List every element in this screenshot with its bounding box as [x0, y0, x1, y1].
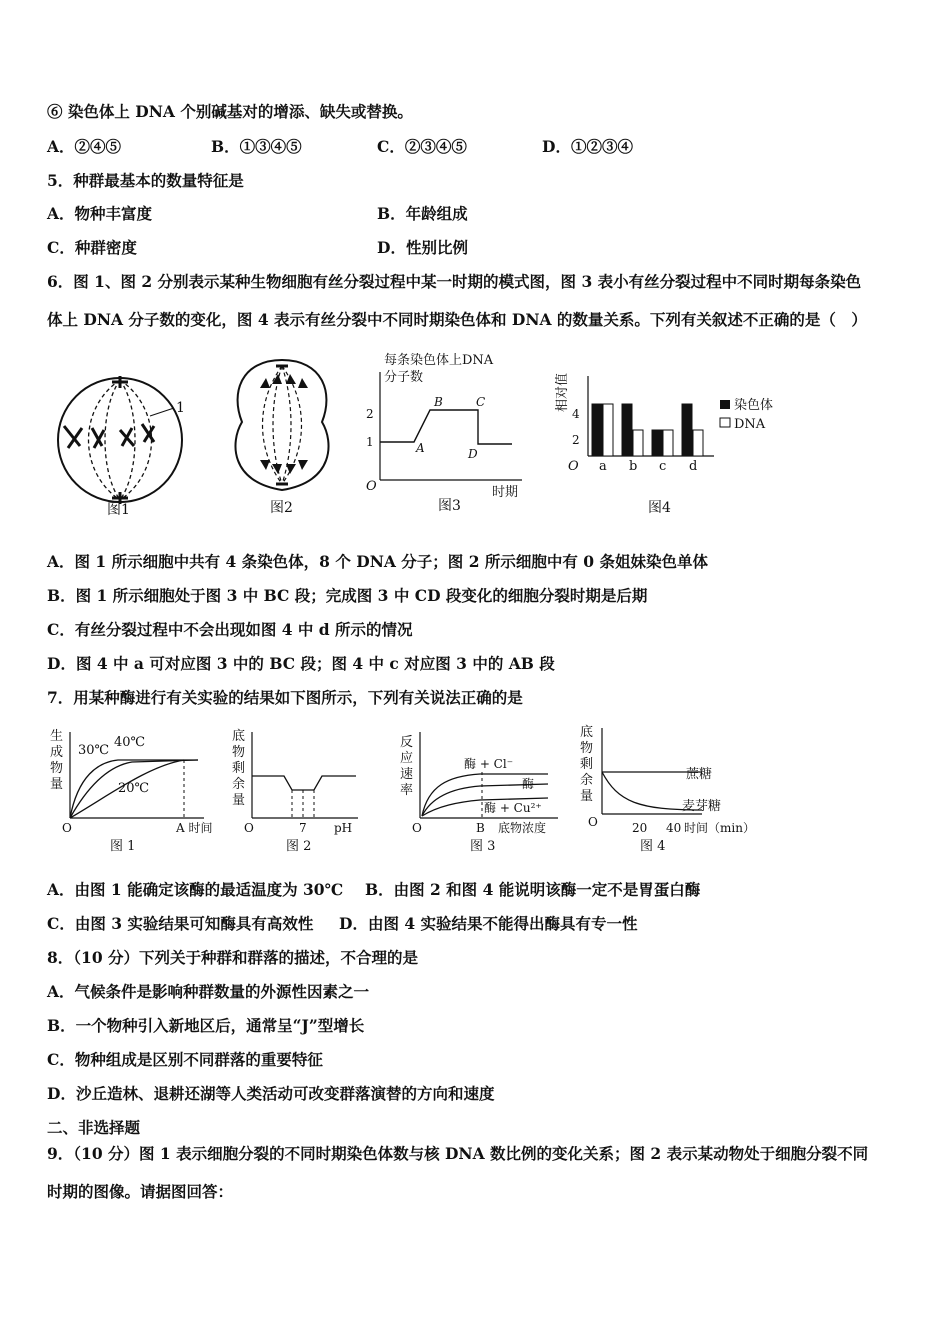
- q7-options-row1: [47, 880, 907, 900]
- fig3-tick-1: 1: [366, 435, 374, 449]
- fig3-point-d: D: [468, 447, 478, 461]
- q7f4-label-sucrose: 蔗糖: [686, 767, 713, 782]
- q7f4-tick-20: 20: [632, 821, 648, 835]
- q9-stem-line2: 时期的图像。请据图回答：: [47, 1182, 234, 1201]
- q7f2-origin: O: [244, 821, 254, 835]
- q7f3-caption: 图 3: [470, 839, 496, 854]
- fig3-ylabel-line1: 每条染色体上DNA: [384, 353, 494, 368]
- q4-option-d[interactable]: D．①②③④: [542, 137, 633, 156]
- fig3-tick-2: 2: [366, 407, 374, 421]
- fig4-bars: [592, 404, 703, 474]
- q7-figure-4: [578, 722, 778, 858]
- svg-text:应: 应: [400, 751, 414, 766]
- q7-options-row2: [47, 914, 907, 934]
- q7f3-label-cl: 酶 + Cl⁻: [464, 757, 514, 771]
- category-label-a: a: [599, 459, 607, 474]
- q7f4-ylabel: [580, 724, 593, 804]
- fig4-tick-2: 2: [572, 433, 580, 447]
- q7-figure-3: [398, 726, 568, 858]
- q6-stem-line1: 6．图 1、图 2 分别表示某种生物细胞有丝分裂过程中某一时期的模式图，图 3 表小有丝分裂过程中不同时期每条染色: [47, 272, 862, 291]
- q7f3-tick-b: B: [476, 821, 485, 835]
- svg-text:率: 率: [400, 783, 414, 798]
- q7-option-d[interactable]: D．由图 4 实验结果不能得出酶具有专一性: [339, 914, 638, 933]
- bar-c-dna: [663, 430, 673, 456]
- fig4-origin: O: [568, 459, 579, 474]
- q4-option-c[interactable]: C．②③④⑤: [377, 137, 467, 156]
- q7f1-origin: O: [62, 821, 72, 835]
- q7f2-curve: [252, 776, 356, 790]
- bar-a-chromosome: [592, 404, 602, 456]
- q4-item6: ⑥ 染色体上 DNA 个别碱基对的增添、缺失或替换。: [47, 102, 413, 121]
- cell-membrane: [235, 360, 328, 490]
- svg-text:底: 底: [232, 729, 246, 744]
- q7f4-xlabel: 时间（min）: [684, 821, 755, 835]
- q7f3-label-enzyme: 酶: [522, 777, 535, 791]
- fig4-ylabel: 相对值: [555, 372, 570, 412]
- q7f4-tick-40: 40: [666, 821, 682, 835]
- q7-option-b[interactable]: B．由图 2 和图 4 能说明该酶一定不是胃蛋白酶: [365, 880, 701, 899]
- q8-option-b[interactable]: B．一个物种引入新地区后，通常呈“J”型增长: [47, 1016, 365, 1035]
- q6-figure-1: [50, 368, 200, 518]
- q8-option-c[interactable]: C．物种组成是区别不同群落的重要特征: [47, 1050, 323, 1069]
- q5-options-row2: [47, 238, 907, 258]
- svg-text:生: 生: [50, 729, 64, 744]
- q8-stem: 8．（10 分）下列关于种群和群落的描述，不合理的是: [47, 948, 419, 967]
- category-label-d: d: [689, 459, 698, 474]
- bar-b-dna: [633, 430, 643, 456]
- svg-text:底: 底: [580, 725, 594, 740]
- q5-option-b[interactable]: B．年龄组成: [377, 204, 468, 223]
- q7-figure-1: [48, 726, 228, 858]
- q6-option-b[interactable]: B．图 1 所示细胞处于图 3 中 BC 段；完成图 3 中 CD 段变化的细胞分裂时期是后期: [47, 586, 648, 605]
- legend-dna-swatch: [720, 418, 730, 427]
- q6-option-c[interactable]: C．有丝分裂过程中不会出现如图 4 中 d 所示的情况: [47, 620, 413, 639]
- chromosomes-bottom: [260, 460, 308, 474]
- q6-option-a[interactable]: A．图 1 所示细胞中共有 4 条染色体，8 个 DNA 分子；图 2 所示细胞中有 0 条姐妹染色单体: [47, 552, 708, 571]
- q7-option-a[interactable]: A．由图 1 能确定该酶的最适温度为 30℃: [47, 880, 344, 899]
- fig3-curve: [380, 410, 512, 444]
- q6-figure-3: [362, 348, 542, 518]
- bar-d-chromosome: [682, 404, 692, 456]
- q7f2-xlabel: pH: [334, 821, 353, 835]
- fig1-caption: 图1: [107, 502, 130, 518]
- q7f1-label-30: 30℃: [78, 743, 110, 758]
- q7-stem: 7．用某种酶进行有关实验的结果如下图所示，下列有关说法正确的是: [47, 688, 523, 707]
- fig3-ylabel-line2: 分子数: [384, 370, 424, 385]
- q7f2-tick-7: 7: [299, 821, 307, 835]
- bar-b-chromosome: [622, 404, 632, 456]
- q7f2-caption: 图 2: [286, 839, 312, 854]
- q7f3-xlabel: 底物浓度: [498, 821, 547, 835]
- q8-option-a[interactable]: A．气候条件是影响种群数量的外源性因素之一: [47, 982, 370, 1001]
- q7f4-origin: O: [588, 815, 598, 829]
- chromosomes: [64, 424, 154, 448]
- svg-text:剩: 剩: [580, 757, 594, 772]
- q7f3-ylabel: [400, 735, 413, 798]
- q4-option-a[interactable]: A．②④⑤: [47, 137, 122, 156]
- category-label-b: b: [629, 459, 638, 474]
- q5-option-d[interactable]: D．性别比例: [377, 238, 468, 257]
- q6-stem-line2: 体上 DNA 分子数的变化，图 4 表示有丝分裂中不同时期染色体和 DNA 的数量关系。下列有关叙述不正确的是（ ）: [47, 310, 867, 329]
- fig3-origin: O: [366, 479, 377, 494]
- q8-option-d[interactable]: D．沙丘造林、退耕还湖等人类活动可改变群落演替的方向和速度: [47, 1084, 495, 1103]
- svg-text:物: 物: [232, 745, 246, 760]
- fig3-point-c: C: [476, 395, 486, 409]
- svg-text:物: 物: [50, 761, 64, 776]
- svg-text:速: 速: [400, 767, 414, 782]
- q6-option-d[interactable]: D．图 4 中 a 可对应图 3 中的 BC 段；图 4 中 c 对应图 3 中的 AB 段: [47, 654, 555, 673]
- q7-option-c[interactable]: C．由图 3 实验结果可知酶具有高效性: [47, 914, 314, 933]
- fig3-point-b: B: [434, 395, 443, 409]
- q7f3-origin: O: [412, 821, 422, 835]
- label-pointer: [150, 408, 174, 416]
- q4-options: [47, 137, 907, 157]
- q7f1-ylabel: [50, 728, 63, 792]
- q7f1-label-20: 20℃: [118, 781, 150, 796]
- fig4-caption: 图4: [648, 500, 671, 516]
- legend-chromosome-swatch: [720, 400, 730, 409]
- svg-text:余: 余: [232, 777, 246, 792]
- q7-figure-2: [230, 726, 370, 858]
- svg-text:反: 反: [400, 735, 414, 750]
- q7f1-caption: 图 1: [110, 839, 136, 854]
- fig3-xlabel: 时期: [492, 485, 519, 500]
- fig4-tick-4: 4: [572, 407, 580, 421]
- svg-text:量: 量: [580, 789, 594, 804]
- fig1-label: 1: [176, 400, 185, 416]
- bar-a-dna: [603, 404, 613, 456]
- q5-option-c[interactable]: C．种群密度: [47, 238, 137, 257]
- svg-text:物: 物: [580, 741, 594, 756]
- q5-options-row1: [47, 204, 907, 224]
- bar-d-dna: [693, 430, 703, 456]
- svg-text:余: 余: [580, 773, 594, 788]
- legend-dna-label: DNA: [734, 417, 766, 432]
- q7f2-ylabel: [232, 728, 245, 808]
- q7f1-xlabel: A 时间: [176, 821, 213, 835]
- legend-chromosome-label: 染色体: [734, 398, 774, 413]
- q7f3-label-cu: 酶 + Cu²⁺: [484, 801, 542, 815]
- svg-text:剩: 剩: [232, 761, 246, 776]
- q6-figure-4: [544, 362, 804, 518]
- q5-stem: 5．种群最基本的数量特征是: [47, 171, 244, 190]
- q9-stem-line1: 9．（10 分）图 1 表示细胞分裂的不同时期染色体数与核 DNA 数比例的变化关系；图 2 表示某动物处于细胞分裂不同: [47, 1144, 869, 1163]
- svg-text:成: 成: [50, 745, 64, 760]
- q7f1-label-40: 40℃: [114, 735, 146, 750]
- q7f4-label-maltose: 麦芽糖: [682, 799, 722, 814]
- q4-option-b[interactable]: B．①③④⑤: [211, 137, 302, 156]
- fig3-caption: 图3: [438, 498, 461, 514]
- chromosomes-top: [260, 374, 308, 388]
- fig3-point-a: A: [416, 441, 425, 455]
- q5-option-a[interactable]: A．物种丰富度: [47, 204, 153, 223]
- svg-text:量: 量: [50, 777, 64, 792]
- category-label-c: c: [659, 459, 667, 474]
- fig2-caption: 图2: [270, 500, 293, 516]
- svg-text:量: 量: [232, 793, 246, 808]
- q6-figure-2: [222, 352, 352, 520]
- section-title: 二、非选择题: [47, 1118, 141, 1137]
- bar-c-chromosome: [652, 430, 662, 456]
- q7f4-caption: 图 4: [640, 839, 666, 854]
